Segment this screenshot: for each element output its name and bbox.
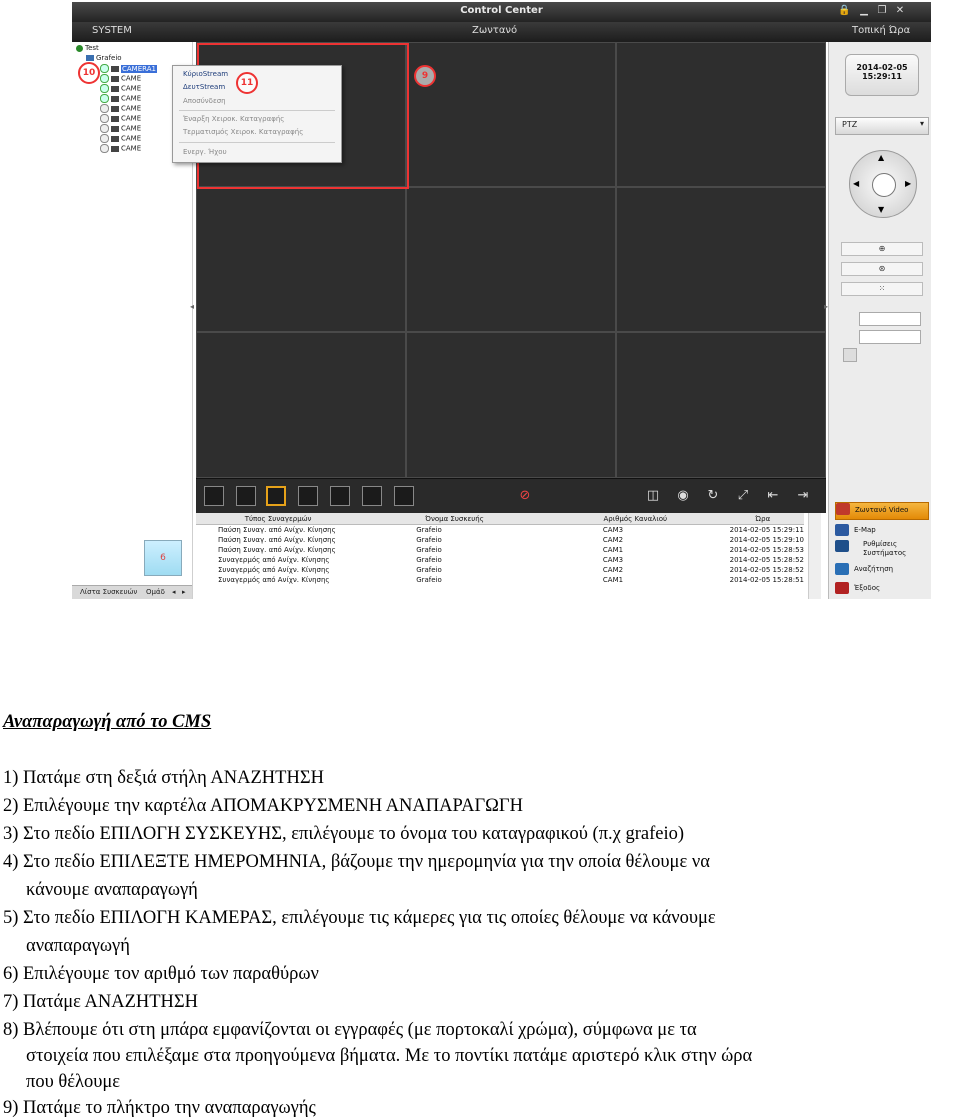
camera-icon [111,106,119,112]
step-line: 8) Βλέπουμε ότι στη μπάρα εμφανίζονται οι εγγραφές (με πορτοκαλί χρώμα), σύμφωνα με τα [3,1020,697,1040]
tree-root[interactable] [76,44,99,54]
layout-4-button[interactable] [236,486,256,506]
callout-11-label: 11 [240,78,254,88]
step-line: κάνουμε αναπαραγωγή [26,880,198,900]
ptz-stop-button[interactable] [872,173,896,197]
nav-settings-line1: Ρυθμίσεις [863,540,898,548]
camera-icon [111,86,119,92]
tree-camera[interactable] [100,114,141,124]
close-icon[interactable]: ✕ [895,5,905,16]
cell-device: Grafeio [416,546,442,554]
search-icon [835,563,849,575]
nav-live-video[interactable] [835,502,929,520]
menu-item-enable-audio[interactable]: Ενεργ. Ήχου [183,148,227,156]
globe-icon [76,45,83,52]
table-header-row [196,513,804,525]
cell-device: Grafeio [416,556,442,564]
camera-icon [111,96,119,102]
camera-icon [111,66,119,72]
cell-alarm-type: Συναγερμός από Ανίχν. Κίνησης [218,566,330,574]
clock-date: 2014-02-05 [856,63,908,72]
cell-time: 2014-02-05 15:29:11 [729,526,804,534]
tree-camera-label: CAME [121,124,142,133]
menu-item-disconnect[interactable]: Αποσύνδεση [183,97,226,105]
zoom-control[interactable]: ⊕ [841,242,923,256]
step-line: 5) Στο πεδίο ΕΠΙΛΟΓΗ ΚΑΜΕΡΑΣ, επιλέγουμε τις κάμερες για τις οποίες θέλουμε να κάνουμε [3,908,716,928]
step-line: 6) Επιλέγουμε τον αριθμό των παραθύρων [3,964,319,984]
camera-icon [111,136,119,142]
ptz-joystick[interactable] [849,150,917,218]
callout-10 [78,62,100,84]
lock-icon[interactable]: 🔒 [838,5,851,16]
tree-camera[interactable] [100,144,141,154]
status-icon [100,124,109,133]
menu-item-main-stream[interactable]: ΚύριοStream [183,70,229,78]
cell-time: 2014-02-05 15:28:52 [729,556,804,564]
menu-separator [179,110,335,111]
callout-6-label: 6 [160,553,166,563]
video-cell[interactable] [616,42,826,187]
col-alarm-type[interactable]: Τύπος Συναγερμών [196,513,360,525]
step-line: 3) Στο πεδίο ΕΠΙΛΟΓΗ ΣΥΣΚΕΥΗΣ, επιλέγουμε το όνομα του καταγραφικού (π.χ grafeio) [3,824,685,844]
table-row[interactable] [196,525,804,536]
ptz-header[interactable] [835,117,929,135]
ptz-label: PTZ [842,120,858,129]
step-line: 1) Πατάμε στη δεξιά στήλη ΑΝΑΖΗΤΗΣΗ [3,768,324,788]
video-cell[interactable] [616,332,826,478]
cell-device: Grafeio [416,576,442,584]
gear-icon [835,540,849,552]
arrow-down-icon[interactable]: ▼ [878,205,885,214]
step-line: που θέλουμε [26,1072,121,1092]
cell-device: Grafeio [416,526,442,534]
status-icon [100,84,109,93]
snapshot-icon[interactable]: ◫ [646,488,660,503]
arrow-left-icon[interactable]: ◀ [853,179,860,188]
tree-camera-label: CAMERA1 [122,64,156,73]
camera-icon [111,146,119,152]
tour-select[interactable] [859,330,921,344]
tree-camera[interactable] [100,124,141,134]
layout-16-button[interactable] [298,486,318,506]
cell-alarm-type: Παύση Συναγ. από Ανίχν. Κίνησης [218,536,336,544]
nav-settings-label [863,540,906,558]
stop-record-icon[interactable]: ⊘ [519,488,531,503]
map-icon [835,524,849,536]
tree-camera[interactable] [100,94,141,104]
device-list-callout [144,540,182,576]
eye-icon[interactable]: ◉ [677,488,689,503]
left-tabs [72,585,192,599]
table-row[interactable] [196,555,804,565]
nav-search[interactable] [835,563,927,579]
alarm-events-table [196,513,804,585]
nav-search-label: Αναζήτηση [854,565,894,573]
status-icon [100,64,109,73]
status-icon [100,144,109,153]
tab-live[interactable]: Ζωντανό [472,25,518,36]
preset-select[interactable] [859,312,921,326]
video-cell[interactable] [406,42,616,187]
nav-live-video-label: Ζωντανό Video [855,506,909,514]
cell-channel: CAM1 [602,546,624,554]
cell-channel: CAM3 [602,526,624,534]
clock-display [845,54,919,96]
cell-time: 2014-02-05 15:28:51 [729,576,804,584]
video-icon [836,503,850,515]
cell-device: Grafeio [416,536,442,544]
arrow-right-icon[interactable]: ▶ [905,179,912,188]
status-icon [100,94,109,103]
layout-25-button[interactable] [330,486,350,506]
callout-9-label: 9 [421,71,429,81]
menu-item-stop-recording[interactable]: Τερματισμός Χειροκ. Καταγραφής [183,128,304,136]
layout-36-button[interactable] [362,486,382,506]
tree-camera[interactable] [100,134,141,144]
nav-emap-label: E-Map [854,526,876,534]
camera-icon [111,76,119,82]
step-line: 7) Πατάμε ΑΝΑΖΗΤΗΣΗ [3,992,199,1012]
tree-camera-label: CAME [121,134,142,143]
step-line: 9) Πατάμε το πλήκτρο την αναπαραγωγής [3,1098,316,1118]
menu-separator [179,142,335,143]
tree-camera-label: CAME [121,84,142,93]
pattern-icon[interactable] [843,348,857,362]
callout-10-label: 10 [82,68,96,78]
status-icon [100,104,109,113]
nav-emap[interactable] [835,524,927,540]
nav-exit[interactable] [835,582,927,598]
layout-9-button[interactable] [266,486,286,506]
fullscreen-icon[interactable]: ⤢ [737,488,749,503]
video-cell[interactable] [616,187,826,332]
cell-time: 2014-02-05 15:28:52 [729,566,804,574]
minimize-icon[interactable]: ▁ [860,5,868,16]
col-channel[interactable]: Αριθμός Καναλιού [549,513,722,525]
document-title: Αναπαραγωγή από το CMS [3,712,212,732]
clock-time: 15:29:11 [862,72,902,81]
cell-alarm-type: Παύση Συναγ. από Ανίχν. Κίνησης [218,546,336,554]
cell-time: 2014-02-05 15:28:53 [729,546,804,554]
video-cell[interactable] [406,332,616,478]
cell-channel: CAM2 [602,566,624,574]
step-line: 2) Επιλέγουμε την καρτέλα ΑΠΟΜΑΚΡΥΣΜΕΝΗ ΑΝΑΠΑΡΑΓΩΓΗ [3,796,523,816]
tab-device-list[interactable]: Λίστα Συσκευών [80,588,138,596]
status-icon [100,134,109,143]
tree-camera-label: CAME [121,114,142,123]
iris-control[interactable]: ⁙ [841,282,923,296]
alarm-events-panel [196,513,826,599]
next-page-icon[interactable]: ⇥ [797,488,809,503]
table-row[interactable] [196,575,804,585]
grid-toolbar [196,478,826,514]
dvr-icon [86,55,94,61]
video-cell[interactable] [196,187,406,332]
step-line: αναπαραγωγή [26,936,130,956]
callout-11 [236,72,258,94]
tree-camera[interactable] [100,64,157,74]
tab-groups[interactable]: Ομάδ [146,588,165,596]
tree-root-label: Test [85,44,99,52]
col-time[interactable]: Ώρα [722,513,804,525]
callout-9 [414,65,436,87]
tree-camera-label: CAME [121,104,142,113]
section-bar [72,22,931,42]
camera-icon [111,126,119,132]
layout-1-button[interactable] [204,486,224,506]
focus-control[interactable]: ⊛ [841,262,923,276]
cell-alarm-type: Συναγερμός από Ανίχν. Κίνησης [218,576,330,584]
tree-camera[interactable] [100,104,141,114]
table-row[interactable] [196,535,804,545]
col-device-name[interactable]: Όνομα Συσκευής [360,513,549,525]
camera-icon [111,116,119,122]
tree-camera-label: CAME [121,144,142,153]
cell-alarm-type: Παύση Συναγ. από Ανίχν. Κίνησης [218,526,336,534]
cell-alarm-type: Συναγερμός από Ανίχν. Κίνησης [218,556,330,564]
table-row[interactable] [196,545,804,555]
cell-time: 2014-02-05 15:29:10 [729,536,804,544]
table-row[interactable] [196,565,804,575]
tab-scroll-right-icon[interactable]: ▸ [182,588,186,596]
tree-camera[interactable] [100,74,141,84]
step-line: στοιχεία που επιλέξαμε στα προηγούμενα βήματα. Με το ποντίκι πατάμε αριστερό κλικ στην ώρα [26,1046,753,1066]
collapse-left-icon[interactable]: ◂ [190,302,195,311]
video-cell[interactable] [196,332,406,478]
arrow-up-icon[interactable]: ▲ [878,153,885,162]
status-icon [100,114,109,123]
collapse-right-icon[interactable]: ▸ [824,302,829,311]
status-icon [100,74,109,83]
menu-item-start-recording[interactable]: Έναρξη Χειροκ. Καταγραφής [183,115,285,123]
refresh-icon[interactable]: ↻ [707,488,719,503]
right-panel [828,42,931,599]
cell-channel: CAM1 [602,576,624,584]
menu-item-sub-stream[interactable]: ΔευτStream [183,83,226,91]
tree-camera-label: CAME [121,74,142,83]
cell-device: Grafeio [416,566,442,574]
tab-scroll-left-icon[interactable]: ◂ [172,588,176,596]
tab-system[interactable]: SYSTEM [92,25,132,36]
prev-page-icon[interactable]: ⇤ [767,488,779,503]
exit-icon [835,582,849,594]
cell-channel: CAM2 [602,536,624,544]
layout-custom-button[interactable] [394,486,414,506]
tab-local-time[interactable]: Τοπική Ώρα [852,25,911,36]
nav-settings[interactable] [835,540,927,562]
events-scrollbar[interactable] [808,513,821,599]
tree-camera[interactable] [100,84,141,94]
cell-channel: CAM3 [602,556,624,564]
cms-screenshot [72,2,931,599]
nav-exit-label: Έξοδος [854,584,881,592]
step-line: 4) Στο πεδίο ΕΠΙΛΕΞΤΕ ΗΜΕΡΟΜΗΝΙΑ, βάζουμε την ημερομηνία για την οποία θέλουμε να [3,852,710,872]
restore-icon[interactable]: ❐ [877,5,887,16]
tree-camera-label: CAME [121,94,142,103]
title-bar [72,2,931,22]
tree-group-label: Grafeio [96,54,122,62]
chevron-down-icon: ▾ [919,119,924,128]
nav-settings-line2: Συστήματος [863,549,907,557]
video-cell[interactable] [406,187,616,332]
window-title: Control Center [460,5,543,16]
